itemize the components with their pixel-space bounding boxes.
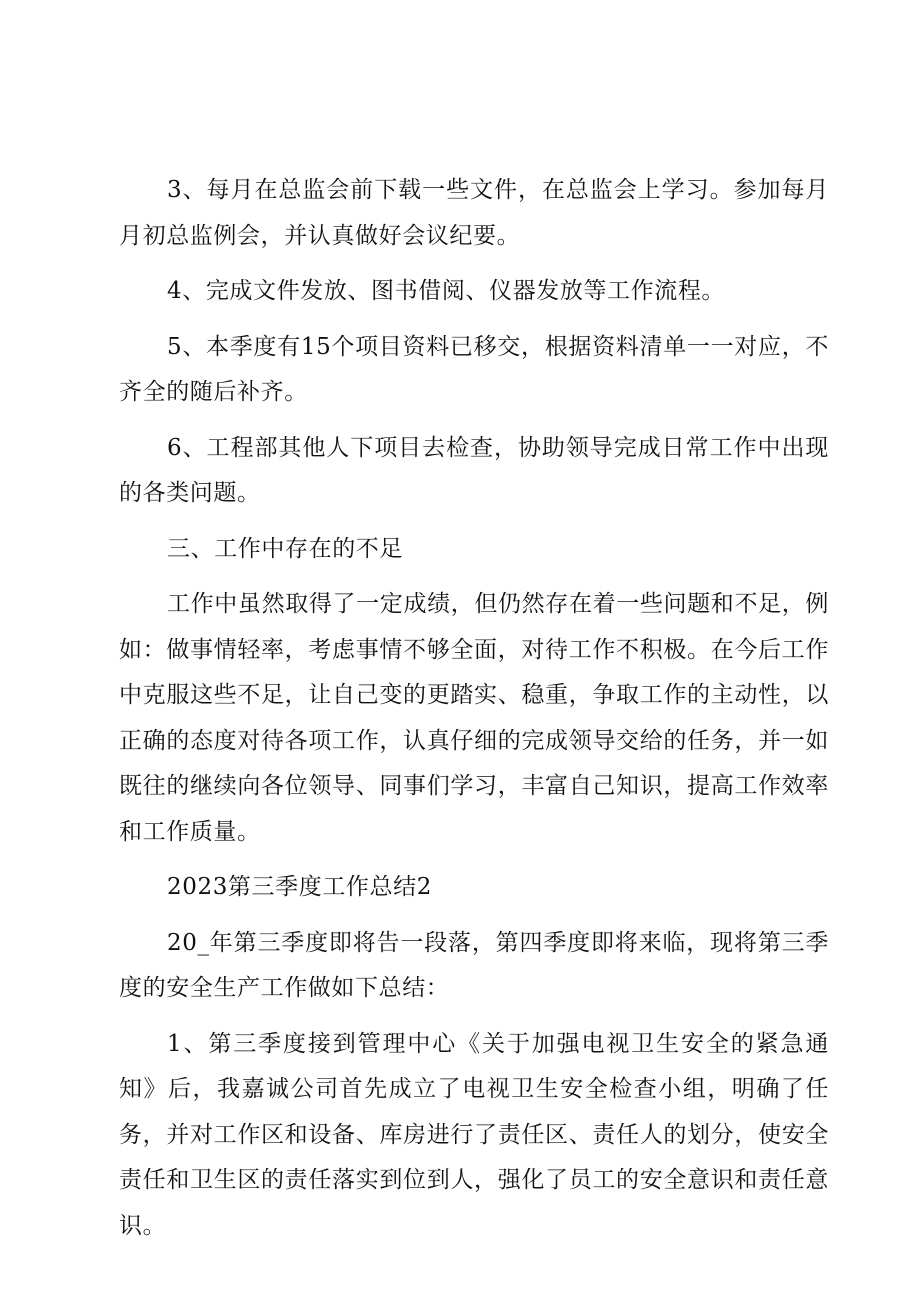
- paragraph-item-5: 5、本季度有15个项目资料已移交，根据资料清单一一对应，不齐全的随后补齐。: [119, 333, 829, 405]
- paragraph-item-1: 1、第三季度接到管理中心《关于加强电视卫生安全的紧急通知》后，我嘉诚公司首先成立了电视卫生安全检查小组，明确了任务，并对工作区和设备、库房进行了责任区、责任人的划分，使安全责任和卫生区的责任落实到位到人，强化了员工的安全意识和责任意识。: [119, 1030, 829, 1239]
- section-heading-shortcomings: 三、工作中存在的不足: [167, 535, 403, 562]
- document-body: [119, 168, 829, 1249]
- paragraph-intro: 20_年第三季度即将告一段落，第四季度即将来临，现将第三季度的安全生产工作做如下总结：: [119, 929, 829, 1001]
- paragraph-item-3: 3、每月在总监会前下载一些文件，在总监会上学习。参加每月月初总监例会，并认真做好会议纪要。: [119, 177, 829, 249]
- paragraph-shortcomings: 工作中虽然取得了一定成绩，但仍然存在着一些问题和不足，例如：做事情轻率，考虑事情不够全面，对待工作不积极。在今后工作中克服这些不足，让自己变的更踏实、稳重，争取工作的主动性，以正确的态度对待各项工作，认真仔细的完成领导交给的任务，并一如既往的继续向各位领导、同事们学习，丰富自己知识，提高工作效率和工作质量。: [119, 591, 829, 845]
- paragraph-item-6: 6、工程部其他人下项目去检查，协助领导完成日常工作中出现的各类问题。: [119, 434, 829, 506]
- document-subtitle: 2023第三季度工作总结2: [167, 874, 432, 900]
- paragraph-item-4: 4、完成文件发放、图书借阅、仪器发放等工作流程。: [167, 278, 726, 304]
